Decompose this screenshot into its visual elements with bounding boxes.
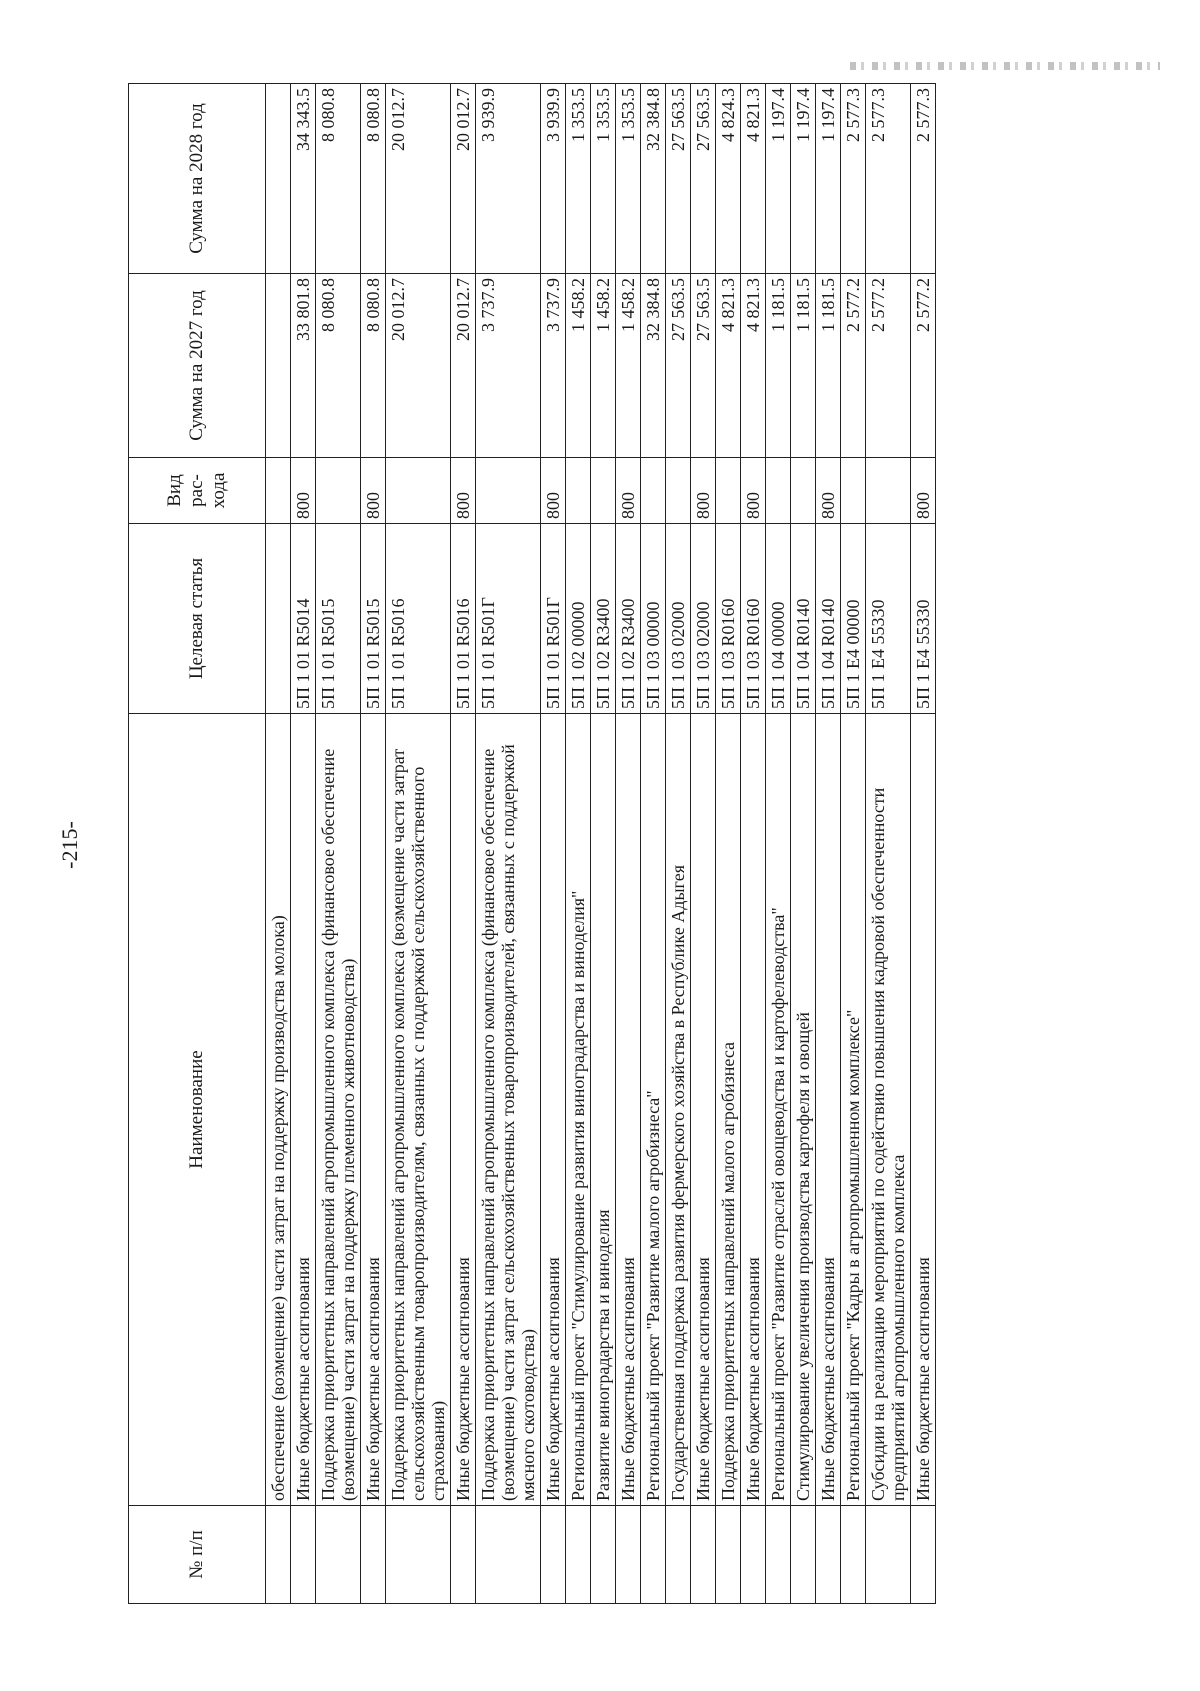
header-name: Наименование bbox=[129, 714, 266, 1506]
cell-num bbox=[716, 1506, 741, 1604]
cell-num bbox=[791, 1506, 816, 1604]
cell-sum-2028: 20 012.7 bbox=[451, 84, 476, 274]
cell-kind bbox=[791, 458, 816, 524]
cell-name: Иные бюджетные ассигнования bbox=[911, 714, 936, 1506]
cell-sum-2028: 27 563.5 bbox=[666, 84, 691, 274]
cell-kind: 800 bbox=[541, 458, 566, 524]
cell-sum-2028: 8 080.8 bbox=[361, 84, 386, 274]
cell-sum-2027: 3 737.9 bbox=[541, 274, 566, 458]
cell-kind bbox=[766, 458, 791, 524]
header-code: Целевая статья bbox=[129, 524, 266, 714]
cell-sum-2027: 4 821.3 bbox=[741, 274, 766, 458]
table-row bbox=[791, 84, 816, 1604]
cell-name: Региональный проект "Развитие отраслей овощеводства и картофелеводства" bbox=[766, 714, 791, 1506]
cell-kind: 800 bbox=[816, 458, 841, 524]
cell-code: 5П 1 04 00000 bbox=[766, 524, 791, 714]
cell-num bbox=[841, 1506, 866, 1604]
table-row bbox=[291, 84, 316, 1604]
cell-num bbox=[316, 1506, 361, 1604]
cell-name: Иные бюджетные ассигнования bbox=[361, 714, 386, 1506]
cell-kind bbox=[666, 458, 691, 524]
table-body bbox=[266, 84, 936, 1604]
cell-code: 5П 1 03 R0160 bbox=[741, 524, 766, 714]
cell-sum-2027: 32 384.8 bbox=[641, 274, 666, 458]
cell-sum-2028: 4 824.3 bbox=[716, 84, 741, 274]
cell-code: 5П 1 01 R5014 bbox=[291, 524, 316, 714]
cell-sum-2027: 2 577.2 bbox=[841, 274, 866, 458]
cell-code: 5П 1 01 R5016 bbox=[451, 524, 476, 714]
cell-code: 5П 1 01 R5016 bbox=[386, 524, 451, 714]
cell-kind: 800 bbox=[451, 458, 476, 524]
table-row bbox=[741, 84, 766, 1604]
cell-sum-2027: 20 012.7 bbox=[451, 274, 476, 458]
scan-artifact bbox=[850, 62, 1160, 70]
cell-num bbox=[386, 1506, 451, 1604]
table-row bbox=[716, 84, 741, 1604]
cell-code: 5П 1 01 R5015 bbox=[316, 524, 361, 714]
cell-name: Иные бюджетные ассигнования bbox=[541, 714, 566, 1506]
cell-code: 5П 1 Е4 55330 bbox=[911, 524, 936, 714]
cell-kind bbox=[591, 458, 616, 524]
cell-sum-2027: 1 181.5 bbox=[816, 274, 841, 458]
table-row bbox=[386, 84, 451, 1604]
cell-kind bbox=[266, 458, 291, 524]
table-row bbox=[641, 84, 666, 1604]
cell-kind: 800 bbox=[616, 458, 641, 524]
cell-kind bbox=[476, 458, 541, 524]
cell-num bbox=[291, 1506, 316, 1604]
cell-num bbox=[666, 1506, 691, 1604]
cell-name: Иные бюджетные ассигнования bbox=[691, 714, 716, 1506]
cell-num bbox=[266, 1506, 291, 1604]
cell-code bbox=[266, 524, 291, 714]
cell-sum-2028: 1 197.4 bbox=[766, 84, 791, 274]
cell-name: Поддержка приоритетных направлений агропромышленного комплекса (возмещение части затрат сельскохозяйственным товаропроизводителям, связанных с поддержкой сельскохозяйственного страхования) bbox=[386, 714, 451, 1506]
cell-kind: 800 bbox=[741, 458, 766, 524]
cell-sum-2028: 3 939.9 bbox=[541, 84, 566, 274]
table-row bbox=[566, 84, 591, 1604]
budget-table-sheet bbox=[128, 84, 1068, 1604]
header-sum-2028: Сумма на 2028 год bbox=[129, 84, 266, 274]
cell-sum-2027: 33 801.8 bbox=[291, 274, 316, 458]
cell-kind: 800 bbox=[361, 458, 386, 524]
cell-sum-2027: 8 080.8 bbox=[316, 274, 361, 458]
cell-kind bbox=[866, 458, 911, 524]
cell-name: Поддержка приоритетных направлений агропромышленного комплекса (финансовое обеспечение (возмещение) части затрат сельскохозяйственных товаропроизводителей, связанных с поддержкой мясного скотоводства) bbox=[476, 714, 541, 1506]
cell-num bbox=[641, 1506, 666, 1604]
cell-num bbox=[616, 1506, 641, 1604]
table-header-row bbox=[129, 84, 266, 1604]
cell-kind bbox=[641, 458, 666, 524]
cell-sum-2028: 4 821.3 bbox=[741, 84, 766, 274]
cell-code: 5П 1 03 02000 bbox=[691, 524, 716, 714]
cell-kind: 800 bbox=[911, 458, 936, 524]
cell-sum-2027: 27 563.5 bbox=[666, 274, 691, 458]
cell-name: Иные бюджетные ассигнования bbox=[816, 714, 841, 1506]
table-row bbox=[476, 84, 541, 1604]
table-row bbox=[266, 84, 291, 1604]
cell-sum-2028: 2 577.3 bbox=[911, 84, 936, 274]
cell-sum-2028: 27 563.5 bbox=[691, 84, 716, 274]
cell-name: Стимулирование увеличения производства картофеля и овощей bbox=[791, 714, 816, 1506]
cell-code: 5П 1 Е4 00000 bbox=[841, 524, 866, 714]
cell-num bbox=[591, 1506, 616, 1604]
cell-sum-2028: 1 197.4 bbox=[816, 84, 841, 274]
cell-sum-2027: 2 577.2 bbox=[911, 274, 936, 458]
table-row bbox=[691, 84, 716, 1604]
cell-name: Поддержка приоритетных направлений малого агробизнеса bbox=[716, 714, 741, 1506]
cell-sum-2028: 1 197.4 bbox=[791, 84, 816, 274]
cell-kind bbox=[716, 458, 741, 524]
cell-sum-2027: 2 577.2 bbox=[866, 274, 911, 458]
cell-code: 5П 1 04 R0140 bbox=[816, 524, 841, 714]
table-row bbox=[766, 84, 791, 1604]
cell-name: Субсидии на реализацию мероприятий по содействию повышения кадровой обеспеченности предприятий агропромышленного комплекса bbox=[866, 714, 911, 1506]
cell-code: 5П 1 04 R0140 bbox=[791, 524, 816, 714]
cell-num bbox=[866, 1506, 911, 1604]
cell-name: Региональный проект "Стимулирование развития виноградарства и виноделия" bbox=[566, 714, 591, 1506]
table-row bbox=[361, 84, 386, 1604]
header-sum-2027: Сумма на 2027 год bbox=[129, 274, 266, 458]
cell-sum-2027: 1 181.5 bbox=[766, 274, 791, 458]
cell-name: Государственная поддержка развития фермерского хозяйства в Республике Адыгея bbox=[666, 714, 691, 1506]
table-row bbox=[666, 84, 691, 1604]
cell-name: Поддержка приоритетных направлений агропромышленного комплекса (финансовое обеспечение (возмещение) части затрат на поддержку племенного животноводства) bbox=[316, 714, 361, 1506]
cell-code: 5П 1 03 R0160 bbox=[716, 524, 741, 714]
cell-kind: 800 bbox=[291, 458, 316, 524]
cell-sum-2028: 20 012.7 bbox=[386, 84, 451, 274]
cell-kind bbox=[566, 458, 591, 524]
cell-sum-2028: 2 577.3 bbox=[866, 84, 911, 274]
cell-sum-2028: 8 080.8 bbox=[316, 84, 361, 274]
cell-sum-2027 bbox=[266, 274, 291, 458]
cell-code: 5П 1 02 00000 bbox=[566, 524, 591, 714]
cell-kind bbox=[841, 458, 866, 524]
cell-kind: 800 bbox=[691, 458, 716, 524]
table-row bbox=[541, 84, 566, 1604]
cell-sum-2027: 1 458.2 bbox=[616, 274, 641, 458]
cell-sum-2028: 34 343.5 bbox=[291, 84, 316, 274]
cell-code: 5П 1 01 R501Г bbox=[476, 524, 541, 714]
page-number: -215- bbox=[57, 821, 82, 869]
cell-num bbox=[816, 1506, 841, 1604]
cell-code: 5П 1 03 02000 bbox=[666, 524, 691, 714]
cell-sum-2028: 32 384.8 bbox=[641, 84, 666, 274]
cell-name: обеспечение (возмещение) части затрат на поддержку производства молока) bbox=[266, 714, 291, 1506]
table-row bbox=[591, 84, 616, 1604]
cell-num bbox=[361, 1506, 386, 1604]
cell-num bbox=[541, 1506, 566, 1604]
cell-name: Иные бюджетные ассигнования bbox=[616, 714, 641, 1506]
cell-sum-2027: 8 080.8 bbox=[361, 274, 386, 458]
cell-code: 5П 1 02 R3400 bbox=[591, 524, 616, 714]
cell-sum-2028: 3 939.9 bbox=[476, 84, 541, 274]
cell-name: Иные бюджетные ассигнования bbox=[291, 714, 316, 1506]
cell-kind bbox=[316, 458, 361, 524]
cell-name: Иные бюджетные ассигнования bbox=[451, 714, 476, 1506]
header-kind: Вид рас- хода bbox=[129, 458, 266, 524]
cell-kind bbox=[386, 458, 451, 524]
cell-num bbox=[911, 1506, 936, 1604]
cell-sum-2027: 1 458.2 bbox=[566, 274, 591, 458]
cell-num bbox=[566, 1506, 591, 1604]
cell-sum-2027: 1 458.2 bbox=[591, 274, 616, 458]
cell-name: Региональный проект "Кадры в агропромышленном комплексе" bbox=[841, 714, 866, 1506]
table-row bbox=[911, 84, 936, 1604]
cell-sum-2027: 20 012.7 bbox=[386, 274, 451, 458]
cell-sum-2027: 27 563.5 bbox=[691, 274, 716, 458]
cell-code: 5П 1 01 R5015 bbox=[361, 524, 386, 714]
table-row bbox=[841, 84, 866, 1604]
budget-table bbox=[128, 83, 936, 1604]
cell-sum-2028: 1 353.5 bbox=[591, 84, 616, 274]
cell-sum-2028 bbox=[266, 84, 291, 274]
cell-sum-2027: 1 181.5 bbox=[791, 274, 816, 458]
table-row bbox=[316, 84, 361, 1604]
cell-sum-2028: 1 353.5 bbox=[566, 84, 591, 274]
cell-code: 5П 1 03 00000 bbox=[641, 524, 666, 714]
cell-sum-2028: 1 353.5 bbox=[616, 84, 641, 274]
header-num: № п/п bbox=[129, 1506, 266, 1604]
table-row bbox=[451, 84, 476, 1604]
cell-name: Развитие виноградарства и виноделия bbox=[591, 714, 616, 1506]
cell-num bbox=[741, 1506, 766, 1604]
cell-name: Иные бюджетные ассигнования bbox=[741, 714, 766, 1506]
table-row bbox=[616, 84, 641, 1604]
cell-num bbox=[691, 1506, 716, 1604]
cell-sum-2028: 2 577.3 bbox=[841, 84, 866, 274]
cell-sum-2027: 3 737.9 bbox=[476, 274, 541, 458]
cell-code: 5П 1 Е4 55330 bbox=[866, 524, 911, 714]
cell-code: 5П 1 01 R501Г bbox=[541, 524, 566, 714]
cell-num bbox=[766, 1506, 791, 1604]
cell-name: Региональный проект "Развитие малого агробизнеса" bbox=[641, 714, 666, 1506]
cell-sum-2027: 4 821.3 bbox=[716, 274, 741, 458]
table-row bbox=[816, 84, 841, 1604]
cell-num bbox=[476, 1506, 541, 1604]
cell-code: 5П 1 02 R3400 bbox=[616, 524, 641, 714]
table-row bbox=[866, 84, 911, 1604]
cell-num bbox=[451, 1506, 476, 1604]
